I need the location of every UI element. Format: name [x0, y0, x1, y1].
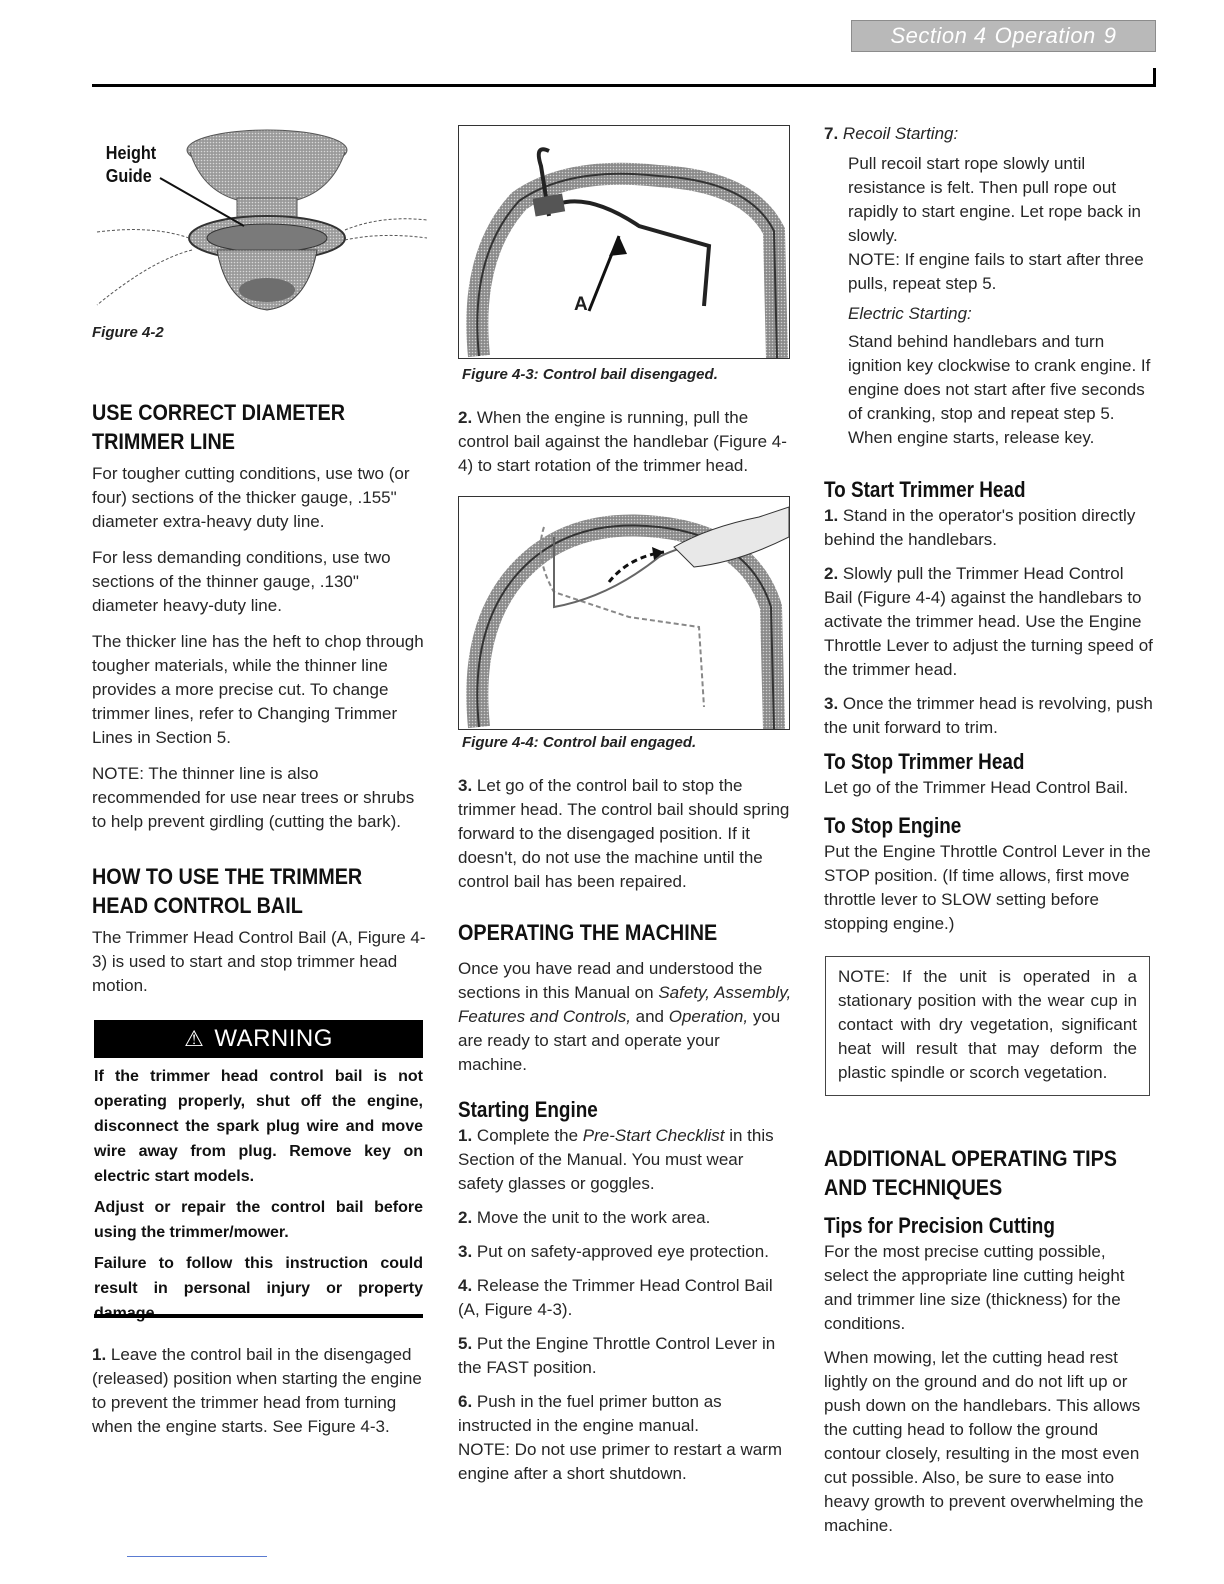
operating-text-1: Once you have read and understood the sections in this Manual on: [458, 959, 763, 1002]
precision-tips-para-1: For the most precise cutting possible, select the appropriate line cutting height and trimmer line size (thickness) for the conditions.: [824, 1242, 1125, 1333]
step-1-number: 1.: [92, 1345, 107, 1364]
start-step-1-number: 1.: [458, 1126, 473, 1145]
section-starting-methods: [824, 122, 1154, 450]
step-1-block: [92, 1343, 427, 1439]
start-step-4: [458, 1274, 793, 1322]
control-bail-disengaged-illustration: [459, 126, 789, 358]
figure-4-4-caption: Figure 4-4: Control bail engaged.: [462, 734, 697, 751]
start-head-step-3: [824, 692, 1154, 740]
heading-precision-cutting: Tips for Precision Cutting: [824, 1213, 1055, 1238]
warning-icon: ⚠: [184, 1026, 205, 1051]
starting-methods-body: [824, 152, 1154, 450]
start-head-step-1-text: Stand in the operator's position directly behind the handlebars.: [824, 506, 1136, 549]
start-step-4-text: Release the Trimmer Head Control Bail (A, Figure 4-3).: [458, 1276, 773, 1319]
start-head-step-1-number: 1.: [824, 506, 839, 525]
figure-4-3-caption: Figure 4-3: Control bail disengaged.: [462, 366, 718, 383]
height-guide-callout: Height Guide: [105, 143, 157, 186]
start-head-step-1: [824, 504, 1154, 552]
step-3-number: 3.: [458, 776, 473, 795]
figure-4-3-label-a: A: [574, 294, 588, 315]
start-step-2-text: Move the unit to the work area.: [476, 1208, 711, 1227]
stationary-note-text: NOTE: If the unit is operated in a stationary position with the wear cup in contact with dry vegetation, significant heat will result that may deform the plastic spindle or scorch vegetation.: [838, 967, 1137, 1082]
stop-engine-text: Put the Engine Throttle Control Lever in the STOP position. (If time allows, first move throttle lever to SLOW setting before stopping engine.): [824, 842, 1151, 933]
section-stop-engine: [824, 812, 1154, 936]
start-step-6-note: NOTE: Do not use primer to restart a warm engine after a short shutdown.: [458, 1440, 783, 1483]
section-starting-engine: [458, 1096, 793, 1486]
start-step-2-number: 2.: [458, 1208, 473, 1227]
operating-text-3: and: [630, 1007, 669, 1026]
figure-4-2: [92, 120, 432, 325]
warning-bottom-rule: [94, 1314, 423, 1318]
figure-4-2-caption: Figure 4-2: [92, 324, 164, 341]
recoil-starting-title: Recoil Starting:: [842, 124, 959, 143]
operating-text-2: Safety, Assembly, Features and Controls,: [458, 983, 792, 1026]
para-less-demanding: For less demanding conditions, use two sections of the thinner gauge, .130" diameter heavy-duty line.: [92, 548, 391, 615]
heading-start-trimmer-head: To Start Trimmer Head: [824, 477, 1026, 502]
section-additional-tips: [824, 1144, 1154, 1538]
step-3-block: [458, 774, 793, 894]
step-3-text: Let go of the control bail to stop the trimmer head. The control bail should spring forward to the disengaged position. If it doesn't, do not use the machine until the control bail has been repaired.: [458, 776, 790, 891]
warning-text-3: Failure to follow this instruction could result in personal injury or property: [94, 1255, 423, 1297]
start-step-4-number: 4.: [458, 1276, 473, 1295]
start-head-step-3-text: Once the trimmer head is revolving, push the unit forward to trim.: [824, 694, 1153, 737]
para-control-bail: The Trimmer Head Control Bail (A, Figure 4-3) is used to start and stop trimmer head motion.: [92, 928, 426, 995]
start-step-1: [458, 1124, 793, 1196]
warning-text-block: [94, 1064, 423, 1332]
warning-label: WARNING: [214, 1025, 333, 1052]
section-diameter: [92, 398, 427, 834]
section-title: Operation: [994, 23, 1096, 48]
heading-operating-machine: OPERATING THE MACHINE: [458, 920, 718, 945]
recoil-starting-note: NOTE: If engine fails to start after three pulls, repeat step 5.: [848, 250, 1144, 293]
section-stop-trimmer-head: [824, 748, 1154, 800]
start-head-step-2-text: Slowly pull the Trimmer Head Control Bail (Figure 4-4) against the handlebars to activate the trimmer head. Use the Engine Throttle Lever to adjust the turning speed of the trimmer head.: [824, 564, 1153, 679]
start-step-5-text: Put the Engine Throttle Control Lever in the FAST position.: [458, 1334, 776, 1377]
header-rule: [92, 84, 1156, 87]
step-2-block: [458, 406, 793, 478]
para-operating: [458, 957, 793, 1077]
step-1-text: Leave the control bail in the disengaged (released) position when starting the engine to prevent the trimmer head from turning when the engine starts. See Figure 4-3.: [92, 1345, 422, 1436]
start-step-6: [458, 1390, 793, 1438]
start-head-step-2: [824, 562, 1154, 682]
step-2-text: When the engine is running, pull the control bail against the handlebar (Figure 4-4) to start rotation of the trimmer head.: [458, 408, 787, 475]
start-step-2: [458, 1206, 793, 1230]
stop-head-text: Let go of the Trimmer Head Control Bail.: [824, 778, 1129, 797]
page-footer-mark: [127, 1556, 267, 1557]
control-bail-engaged-illustration: [459, 497, 789, 729]
warning-text-2: Adjust or repair the control bail before using the trimmer/mower.: [94, 1199, 423, 1241]
start-head-step-2-number: 2.: [824, 564, 839, 583]
warning-banner: [94, 1020, 423, 1058]
start-step-3-number: 3.: [458, 1242, 473, 1261]
electric-starting-title: Electric Starting:: [848, 304, 972, 323]
heading-diameter: USE CORRECT DIAMETER TRIMMER LINE: [92, 400, 346, 454]
start-step-1-text-a: Complete the: [476, 1126, 583, 1145]
recoil-starting-text: Pull recoil start rope slowly until resistance is felt. Then pull rope out rapidly to start engine. Let rope back in slowly.: [848, 154, 1141, 245]
start-step-3-text: Put on safety-approved eye protection.: [476, 1242, 769, 1261]
heading-additional-tips: ADDITIONAL OPERATING TIPS AND TECHNIQUES: [824, 1146, 1117, 1200]
start-step-5: [458, 1332, 793, 1380]
header-rule-tick: [1153, 68, 1156, 87]
page-number: 9: [1103, 23, 1117, 48]
warning-text-1: If the trimmer head control bail is not operating properly, shut off the engine, disconnect the spark plug wire and move wire away from plug. Remove key on electric start models.: [94, 1068, 423, 1185]
start-step-1-text-c: in this Section of the Manual. You must wear safety glasses or goggles.: [458, 1126, 774, 1193]
operating-text-4: Operation,: [668, 1007, 749, 1026]
section-start-trimmer-head: [824, 476, 1154, 740]
start-step-1-text-b: Pre-Start Checklist: [582, 1126, 725, 1145]
heading-control-bail: HOW TO USE THE TRIMMER HEAD CONTROL BAIL: [92, 864, 363, 918]
start-step-7-number: 7.: [824, 124, 839, 143]
heading-stop-trimmer-head: To Stop Trimmer Head: [824, 749, 1025, 774]
heading-stop-engine: To Stop Engine: [824, 813, 962, 838]
heading-starting-engine: Starting Engine: [458, 1097, 598, 1122]
start-step-3: [458, 1240, 793, 1264]
start-step-5-number: 5.: [458, 1334, 473, 1353]
note-thinner-line: NOTE: The thinner line is also recommended for use near trees or shrubs to help prevent girdling (cutting the bark).: [92, 764, 415, 831]
para-thicker-line: The thicker line has the heft to chop through tougher materials, while the thinner line provides a more precise cut. To change trimmer lines, refer to Changing Trimmer Lines in Section 5.: [92, 632, 424, 747]
figure-4-3: [458, 125, 790, 359]
start-head-step-3-number: 3.: [824, 694, 839, 713]
operating-text-5: you are ready to start and operate your machine.: [458, 1007, 781, 1074]
section-header-banner: [851, 20, 1156, 52]
para-tough-conditions: For tougher cutting conditions, use two (or four) sections of the thicker gauge, .155" diameter extra-heavy duty line.: [92, 464, 410, 531]
electric-starting-text: Stand behind handlebars and turn ignition key clockwise to crank engine. If engine does not start after five seconds of cranking, stop and repeat step 5. When engine starts, release key.: [848, 332, 1151, 447]
section-label: Section 4: [890, 23, 987, 48]
start-step-6-number: 6.: [458, 1392, 473, 1411]
section-control-bail: [92, 862, 427, 998]
start-step-6-text: Push in the fuel primer button as instructed in the engine manual.: [458, 1392, 722, 1435]
figure-4-4: [458, 496, 790, 730]
section-operating: [458, 918, 793, 1077]
step-2-number: 2.: [458, 408, 473, 427]
stationary-note-box: [825, 956, 1150, 1096]
precision-tips-para-2: When mowing, let the cutting head rest lightly on the ground and do not lift up or push down on the handlebars. This allows the cutting head to follow the ground contour closely, resulting in the most even cut possible. Also, be sure to ease into heavy growth to prevent overwhelming the machine.: [824, 1348, 1144, 1535]
